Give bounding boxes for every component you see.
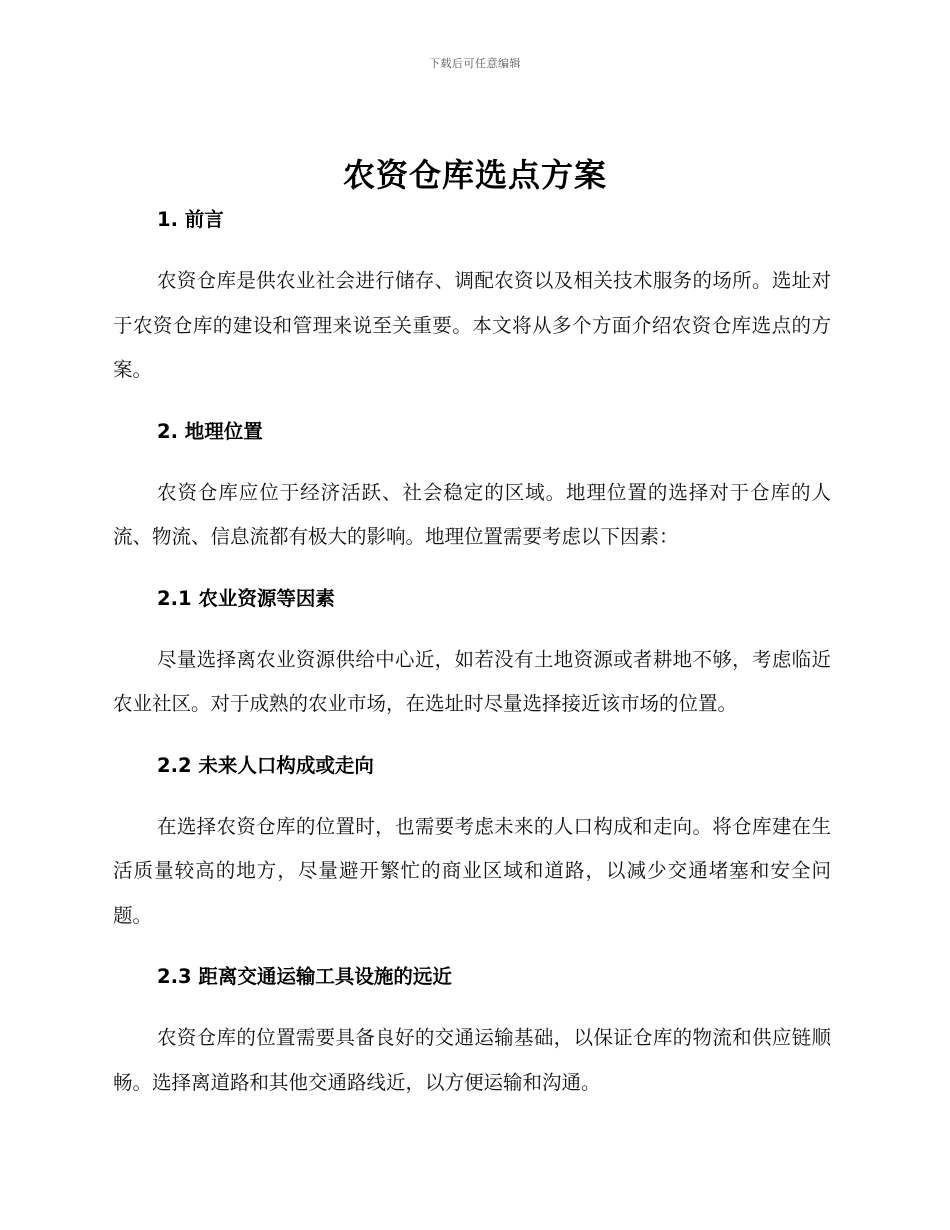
header-note: 下载后可任意编辑 [429,57,521,70]
section-paragraph-population: 在选择农资仓库的位置时，也需要考虑未来的人口构成和走向。将仓库建在生活质量较高的地方，尽量避开繁忙的商业区域和道路，以减少交通堵塞和安全问题。 [113,814,831,927]
section-heading-transport: 2.3 距离交通运输工具设施的远近 [157,965,452,988]
document-body [113,204,831,1105]
section-heading-location: 2. 地理位置 [157,419,263,443]
section-paragraph-location: 农资仓库应位于经济活跃、社会稳定的区域。地理位置的选择对于仓库的人流、物流、信息流都有极大的影响。地理位置需要考虑以下因素： [113,480,831,548]
section-heading-preface: 1. 前言 [157,208,224,231]
section-paragraph-agri-resources: 尽量选择离农业资源供给中心近，如若没有土地资源或者耕地不够，考虑临近农业社区。对于成熟的农业市场，在选址时尽量选择接近该市场的位置。 [113,647,831,715]
section-heading-agri-resources: 2.1 农业资源等因素 [157,586,335,610]
document-title: 农资仓库选点方案 [342,156,607,194]
section-paragraph-transport: 农资仓库的位置需要具备良好的交通运输基础，以保证仓库的物流和供应链顺畅。选择离道路和其他交通路线近，以方便运输和沟通。 [113,1026,831,1094]
section-heading-population: 2.2 未来人口构成或走向 [157,753,374,777]
section-paragraph-preface: 农资仓库是供农业社会进行储存、调配农资以及相关技术服务的场所。选址对于农资仓库的建设和管理来说至关重要。本文将从多个方面介绍农资仓库选点的方案。 [113,269,831,381]
